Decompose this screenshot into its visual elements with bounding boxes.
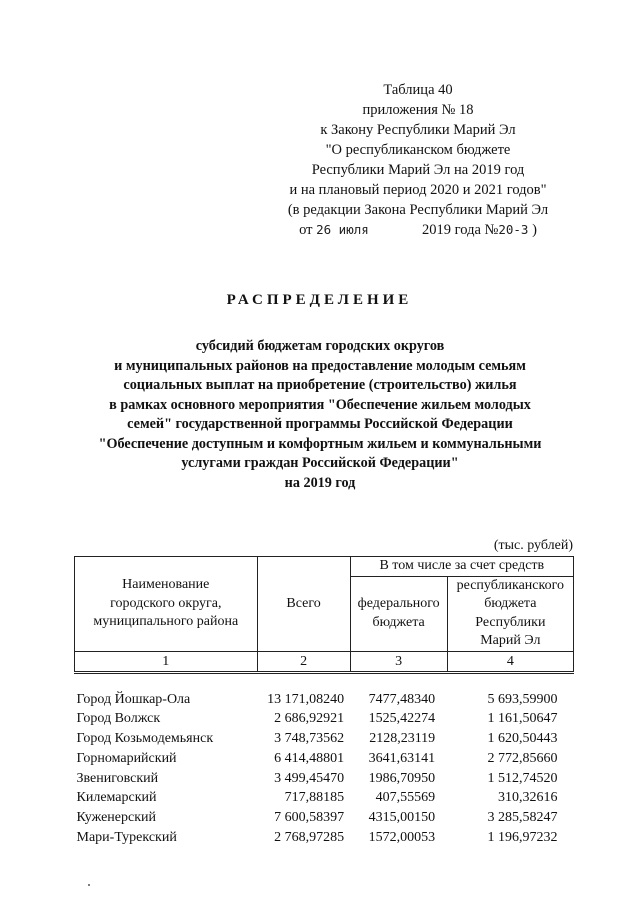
subtitle-line: в рамках основного мероприятия "Обеспечение жильем молодых: [109, 396, 531, 413]
table-row: [75, 828, 574, 848]
subtitle-line: "Обеспечение доступным и комфортным жильем и коммунальными: [98, 435, 542, 452]
handwritten-law-number: 20-З: [498, 222, 529, 237]
row-republic: 5 693,59900: [487, 691, 558, 707]
row-total: 13 171,08240: [267, 691, 345, 707]
appendix-number-line: приложения № 18: [362, 102, 474, 118]
col-number: 4: [447, 651, 573, 672]
row-name: Город Йошкар-Ола: [76, 691, 191, 707]
row-federal: 3641,63141: [368, 750, 436, 766]
row-name: Горномарийский: [76, 750, 177, 766]
header-total: Всего: [257, 557, 350, 652]
law-reference-line: к Закону Республики Марий Эл: [320, 122, 516, 138]
header-group: В том числе за счет средств: [350, 557, 573, 577]
law-title-line-3: и на плановый период 2020 и 2021 годов": [289, 182, 547, 198]
row-name: Звениговский: [76, 770, 159, 786]
table-row: [75, 808, 574, 828]
document-title: РАСПРЕДЕЛЕНИЕ: [226, 292, 413, 308]
col-number: 1: [75, 651, 258, 672]
table-row: [75, 788, 574, 808]
row-federal: 1572,00053: [368, 830, 436, 846]
row-total: 2 768,97285: [274, 830, 345, 846]
row-name: Город Волжск: [76, 711, 161, 727]
year-label: 2019 года №: [422, 222, 499, 238]
row-federal: 1986,70950: [368, 770, 436, 786]
row-total: 2 686,92921: [274, 711, 345, 727]
table-row: [75, 749, 574, 769]
subtitle-line: семей" государственной программы Российской Федерации: [127, 416, 513, 432]
table-number-line: Таблица 40: [383, 82, 453, 98]
col-number: 3: [350, 651, 447, 672]
header-name: Наименование городского округа, муниципального района: [75, 557, 258, 652]
table-row: [75, 729, 574, 749]
row-name: Мари-Турекский: [76, 830, 177, 846]
distribution-table: [74, 556, 574, 848]
row-name: Куженерский: [76, 810, 157, 826]
law-title-line-1: "О республиканском бюджете: [325, 142, 511, 158]
document-subtitle: [60, 337, 580, 493]
subtitle-line: субсидий бюджетам городских округов: [195, 338, 445, 354]
row-republic: 1 512,74520: [487, 770, 558, 786]
handwritten-date: 26 июля: [316, 222, 369, 237]
row-federal: 7477,48340: [368, 691, 436, 707]
row-federal: 2128,23119: [369, 731, 436, 747]
row-name: Город Козьмодемьянск: [76, 731, 214, 747]
revision-line: (в редакции Закона Республики Марий Эл: [287, 202, 549, 218]
row-federal: 407,55569: [375, 790, 436, 806]
table-row: [75, 690, 574, 710]
table-row: [75, 709, 574, 729]
from-label: от: [299, 222, 313, 238]
row-federal: 4315,00150: [368, 810, 436, 826]
row-total: 3 748,73562: [274, 731, 345, 747]
scan-speck: [88, 884, 90, 886]
law-title-line-2: Республики Марий Эл на 2019 год: [311, 162, 525, 178]
revision-date-line: [268, 220, 568, 240]
row-republic: 3 285,58247: [487, 810, 558, 826]
subtitle-line: и муниципальных районов на предоставление молодым семьям: [114, 357, 526, 374]
subtitle-line: услугами граждан Российской Федерации": [181, 455, 459, 471]
appendix-header: [268, 80, 568, 240]
row-republic: 1 196,97232: [487, 830, 558, 846]
subtitle-line: на 2019 год: [284, 474, 356, 491]
row-total: 3 499,45470: [274, 770, 345, 786]
subtitle-line: социальных выплат на приобретение (строительство) жилья: [123, 377, 517, 393]
row-federal: 1525,42274: [368, 711, 436, 727]
row-republic: 1 620,50443: [487, 731, 558, 747]
table-row: [75, 769, 574, 789]
close-paren: ): [532, 222, 537, 238]
row-republic: 1 161,50647: [487, 711, 558, 727]
row-total: 7 600,58397: [274, 810, 345, 826]
header-federal: федерального бюджета: [350, 576, 447, 651]
row-total: 6 414,48801: [274, 750, 345, 766]
row-republic: 2 772,85660: [487, 750, 558, 766]
row-republic: 310,32616: [498, 790, 558, 806]
col-number: 2: [257, 651, 350, 672]
row-total: 717,88185: [284, 790, 345, 806]
units-label: (тыс. рублей): [493, 538, 573, 553]
header-republic: республиканского бюджета Республики Марий Эл: [447, 576, 573, 651]
row-name: Килемарский: [76, 790, 157, 806]
